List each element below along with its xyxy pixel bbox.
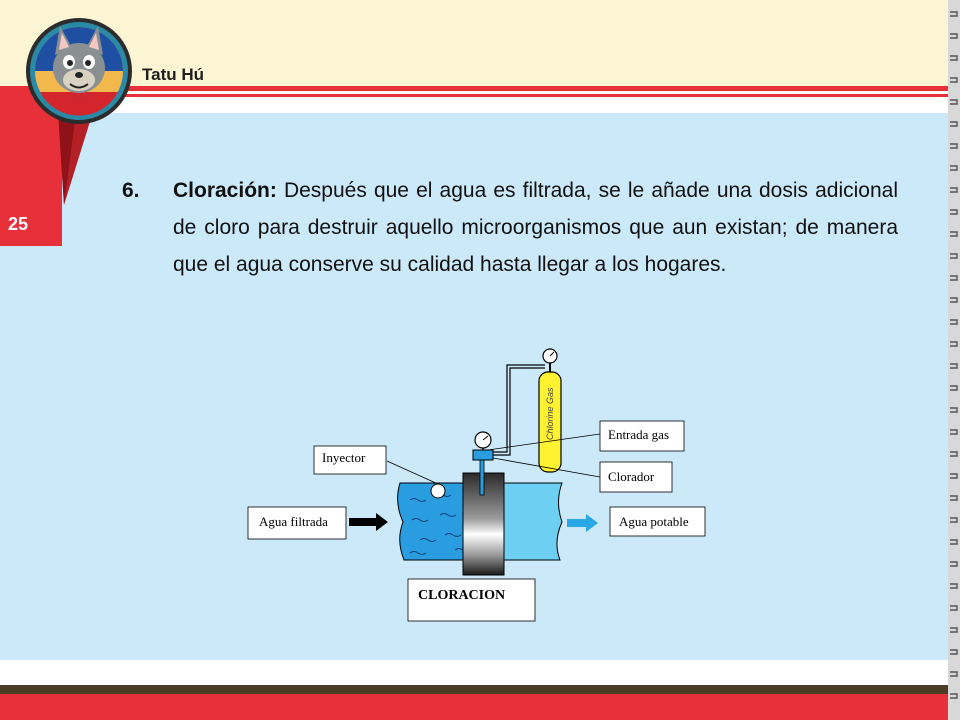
label-injector: Inyector — [322, 450, 366, 465]
item-title: Cloración: — [173, 179, 277, 202]
item-body: Después que el agua es filtrada, se le añade una dosis adicional de cloro para destruir aquello microorganismos que aun existan; de manera que el agua conserve su calidad hasta llegar a los hogares. — [173, 179, 898, 276]
footer-gap — [0, 660, 950, 685]
label-potable-water: Agua potable — [619, 514, 689, 529]
outflow-arrow — [567, 514, 598, 532]
page-number: 25 — [8, 214, 29, 234]
cylinder-label: Chlorine Gas — [545, 387, 555, 440]
item-paragraph — [173, 172, 898, 283]
label-gas-inlet: Entrada gas — [608, 427, 670, 442]
injector-bubble — [431, 484, 445, 498]
item-number: 6. — [122, 179, 140, 202]
label-chlorinator: Clorador — [608, 469, 655, 484]
footer-red-band — [0, 694, 950, 720]
pipe-outlet-section — [500, 483, 562, 560]
chlorination-diagram — [240, 340, 720, 630]
footer-olive-band — [0, 685, 950, 694]
inflow-arrow — [349, 513, 388, 531]
diagram-caption: CLORACION — [418, 588, 506, 603]
chlorinator-valve — [473, 450, 493, 460]
spiral-binding — [948, 0, 960, 720]
brand-name: Tatu Hú — [142, 65, 205, 84]
label-filtered-water: Agua filtrada — [259, 514, 328, 529]
